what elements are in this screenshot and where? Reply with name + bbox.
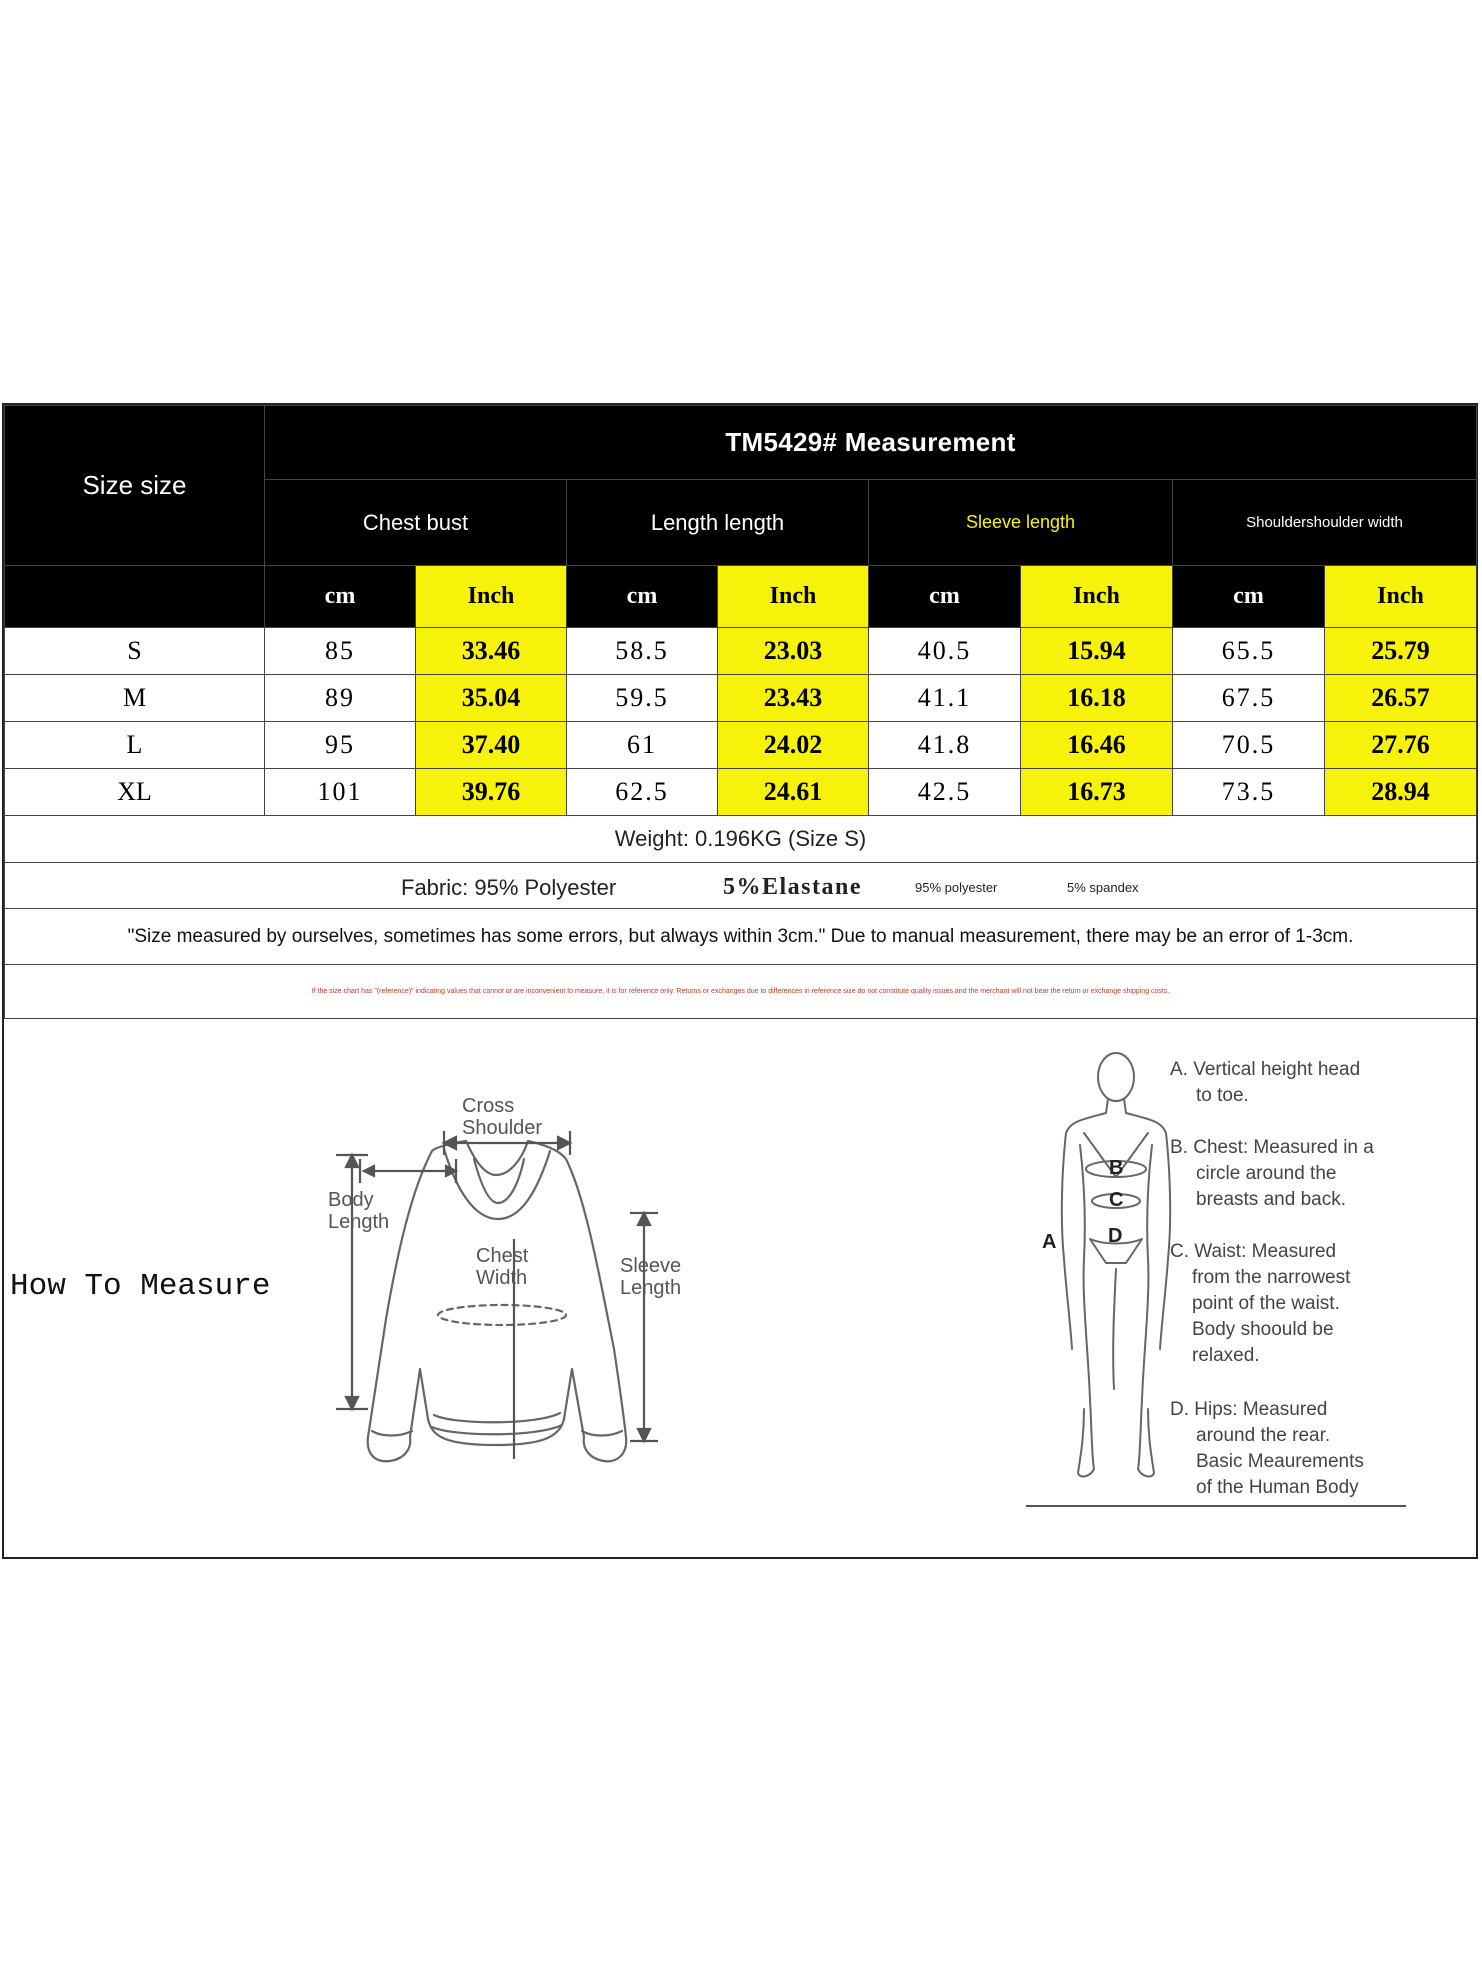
group-shoulder: Shouldershoulder width	[1173, 480, 1477, 566]
note-d-3: Basic Meaurements	[1196, 1451, 1364, 1472]
fabric-elastane: 5%Elastane	[723, 874, 863, 900]
table-row	[5, 769, 1477, 816]
value-inch: 37.40	[416, 722, 567, 769]
unit-inch: Inch	[416, 566, 567, 628]
value-inch: 24.61	[718, 769, 869, 816]
value-inch: 25.79	[1325, 628, 1477, 675]
value-cm: 62.5	[567, 769, 718, 816]
body-label-2: Length	[328, 1211, 390, 1233]
size-chart-sheet	[2, 403, 1478, 1559]
value-cm: 67.5	[1173, 675, 1325, 722]
unit-inch: Inch	[718, 566, 869, 628]
fabric-spandex: 5% spandex	[1067, 880, 1139, 895]
cross-label-2: Shoulder	[462, 1117, 543, 1139]
group-chest: Chest bust	[265, 480, 567, 566]
note-b-3: breasts and back.	[1196, 1189, 1346, 1210]
size-cell: L	[5, 722, 265, 769]
value-cm: 58.5	[567, 628, 718, 675]
value-inch: 33.46	[416, 628, 567, 675]
value-cm: 101	[265, 769, 416, 816]
note-b-2: circle around the	[1196, 1163, 1337, 1184]
value-inch: 35.04	[416, 675, 567, 722]
value-inch: 28.94	[1325, 769, 1477, 816]
sleeve-label-2: Length	[620, 1277, 682, 1299]
note-c-1: C. Waist: Measured	[1170, 1241, 1337, 1262]
value-cm: 61	[567, 722, 718, 769]
note-d-4: of the Human Body	[1196, 1477, 1359, 1498]
value-cm: 41.1	[869, 675, 1021, 722]
size-cell: M	[5, 675, 265, 722]
table-row	[5, 675, 1477, 722]
measurement-note: "Size measured by ourselves, sometimes has some errors, but always within 3cm." Due to manual measurement, there may be an error of 1-3cm.	[5, 909, 1477, 965]
table-row	[5, 722, 1477, 769]
note-b-1: B. Chest: Measured in a	[1170, 1137, 1374, 1158]
unit-cm: cm	[1173, 566, 1325, 628]
value-cm: 70.5	[1173, 722, 1325, 769]
chest-label-1: Chest	[476, 1245, 529, 1267]
value-cm: 65.5	[1173, 628, 1325, 675]
value-cm: 85	[265, 628, 416, 675]
how-to-measure-title: How To Measure	[10, 1269, 271, 1304]
unit-cm: cm	[567, 566, 718, 628]
value-cm: 59.5	[567, 675, 718, 722]
unit-cm: cm	[265, 566, 416, 628]
size-table	[4, 405, 1477, 1019]
value-inch: 16.73	[1021, 769, 1173, 816]
body-label-1: Body	[328, 1189, 374, 1211]
note-c-5: relaxed.	[1192, 1345, 1260, 1366]
value-inch: 39.76	[416, 769, 567, 816]
value-cm: 95	[265, 722, 416, 769]
value-cm: 40.5	[869, 628, 1021, 675]
unit-inch: Inch	[1021, 566, 1173, 628]
value-inch: 23.03	[718, 628, 869, 675]
value-cm: 73.5	[1173, 769, 1325, 816]
note-a-1: A. Vertical height head	[1170, 1059, 1361, 1080]
value-inch: 26.57	[1325, 675, 1477, 722]
divider-line	[1026, 1505, 1406, 1507]
size-cell: S	[5, 628, 265, 675]
weight-info: Weight: 0.196KG (Size S)	[5, 816, 1477, 863]
fabric-info	[5, 863, 1477, 909]
note-d-2: around the rear.	[1196, 1425, 1331, 1446]
note-c-2: from the narrowest	[1192, 1267, 1351, 1288]
value-inch: 24.02	[718, 722, 869, 769]
table-row	[5, 628, 1477, 675]
letter-b: B	[1109, 1157, 1124, 1179]
letter-c: C	[1109, 1189, 1124, 1211]
value-inch: 23.43	[718, 675, 869, 722]
value-inch: 16.46	[1021, 722, 1173, 769]
disclaimer: If the size chart has "(reference)" indicating values that cannot or are inconvenient to measure, it is for reference only. Returns or exchanges due to differences in reference size do not constitute quality issues and the merchant will not bear the return or exchange shipping costs.	[5, 965, 1477, 1019]
unit-cm: cm	[869, 566, 1021, 628]
value-inch: 15.94	[1021, 628, 1173, 675]
fabric-polyester: 95% polyester	[915, 880, 998, 895]
sleeve-label-1: Sleeve	[620, 1255, 682, 1277]
value-inch: 27.76	[1325, 722, 1477, 769]
value-inch: 16.18	[1021, 675, 1173, 722]
blank-unit-cell	[5, 566, 265, 628]
letter-a: A	[1042, 1231, 1057, 1253]
value-cm: 42.5	[869, 769, 1021, 816]
size-header: Size size	[5, 406, 265, 566]
letter-d: D	[1108, 1225, 1123, 1247]
group-length: Length length	[567, 480, 869, 566]
cross-label-1: Cross	[462, 1095, 515, 1117]
unit-inch: Inch	[1325, 566, 1477, 628]
size-cell: XL	[5, 769, 265, 816]
note-c-3: point of the waist.	[1192, 1293, 1340, 1314]
fabric-main: Fabric: 95% Polyester	[401, 875, 617, 900]
how-to-measure-section	[4, 1019, 1476, 1549]
chart-title: TM5429# Measurement	[265, 406, 1477, 480]
note-a-2: to toe.	[1196, 1085, 1249, 1106]
value-cm: 89	[265, 675, 416, 722]
note-d-1: D. Hips: Measured	[1170, 1399, 1328, 1420]
body-figure	[1044, 1049, 1184, 1489]
value-cm: 41.8	[869, 722, 1021, 769]
chest-label-2: Width	[476, 1267, 528, 1289]
group-sleeve: Sleeve length	[869, 480, 1173, 566]
note-c-4: Body shoould be	[1192, 1319, 1334, 1340]
